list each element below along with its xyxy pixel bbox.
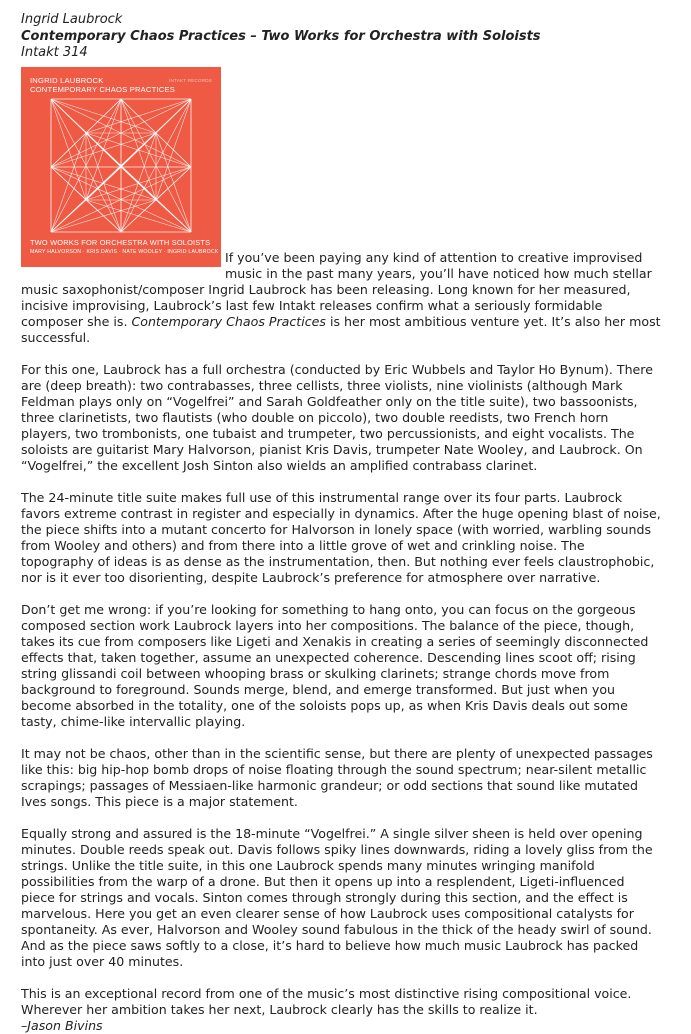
- review-article: [21, 12, 661, 1034]
- album-title: Contemporary Chaos Practices – Two Works for Orchestra with Soloists: [21, 28, 541, 44]
- cover-line-59: [51, 133, 86, 232]
- paragraph-conclusion: [21, 986, 661, 1034]
- cover-line-69: [156, 133, 191, 232]
- author-signature: –Jason Bivins: [21, 1017, 103, 1033]
- paragraph-title-suite: The 24-minute title suite makes full use of this instrumental range over its four parts. Laubrock favors extreme contrast in register and especially in dynamics. After the huge opening blast of noise, the piece shifts into a mutant concerto for Halvorson in lonely space (with worried, warbling sounds from Wooley and others) and from there into a little grove of wet and crinkling noise. The topography of ideas is as dense as the instrumentation, then. But nothing ever feels claustrophobic, nor is it ever too disorienting, despite Laubrock’s preference for atmosphere over narrative.: [21, 489, 661, 585]
- cover-line-19: [86, 99, 121, 133]
- cover-line-54: [156, 133, 191, 167]
- conclusion-text: This is an exceptional record from one of the music’s most distinctive rising compositional voice. Wherever her ambition takes her next, Laubrock clearly has the skills to realize it.: [21, 985, 632, 1017]
- cover-line-70: [86, 200, 191, 232]
- cover-line-56: [156, 167, 191, 200]
- catalog-number: Intakt 314: [21, 45, 88, 60]
- artist-name: Ingrid Laubrock: [21, 12, 123, 27]
- cover-title: CONTEMPORARY CHAOS PRACTICES: [30, 84, 175, 94]
- album-title-inline: Contemporary Chaos Practices: [131, 313, 326, 329]
- cover-line-38: [51, 133, 86, 167]
- cover-line-32: [156, 99, 191, 200]
- cover-line-66: [86, 200, 121, 232]
- paragraph-chaos: It may not be chaos, other than in the scientific sense, but there are plenty of unexpected passages like this: big hip-hop bomb drops of noise floating through the sound spectrum; near-silent metallic scrapings; passages of Messiaen-like harmonic grandeur; or odd sections that sound like mutated Ives songs. This piece is a major statement.: [21, 745, 653, 809]
- cover-line-71: [156, 200, 191, 232]
- cover-line-64: [86, 133, 121, 232]
- cover-line-61: [51, 200, 86, 232]
- cover-subtitle: TWO WORKS FOR ORCHESTRA WITH SOLOISTS: [30, 237, 211, 247]
- paragraph-orchestra: For this one, Laubrock has a full orchestra (conducted by Eric Wubbels and Taylor Ho Bynum). There are (deep breath): two contrabasses, three cellists, three violists, nine violinists (although Mark Feldman plays only on “Vogelfrei” and Sarah Goldfeather only on the title suite), two bassoonists, three clarinetists, two flautists (who double on piccolo), two double reedists, two French horn players, two trombonists, one tubaist and trumpeter, two percussionists, and eight vocalists. The soloists are guitarist Mary Halvorson, pianist Kris Davis, trumpeter Nate Wooley, and Laubrock. On “Vogelfrei,” the excellent Josh Sinton also wields an amplified contrabass clarinet.: [21, 361, 653, 473]
- cover-line-40: [51, 167, 86, 200]
- paragraph-composition: Don’t get me wrong: if you’re looking for something to hang onto, you can focus on the gorgeous composed section work Laubrock layers into her compositions. The balance of the piece, though, takes its cue from composers like Ligeti and Xenakis in creating a series of seemingly disconnected effects that, taken together, assume an unexpected coherence. Descending lines scoot off; rising string glissandi coil between whooping brass or skulking clarinets; strange chords move from background to foreground. Sounds merge, blend, and emerge transformed. But just when you become absorbed in the totality, one of the soloists pops up, as when Kris Davis deals out some tasty, chime-like intervallic playing.: [21, 601, 649, 729]
- cover-line-10: [51, 99, 86, 200]
- intro-text-b: is her most ambitious venture yet. It’s also her most successful.: [21, 313, 661, 345]
- cover-artist: INGRID LAUBROCK: [30, 75, 104, 85]
- cover-line-pattern: [21, 67, 221, 267]
- cover-label: INTAKT RECORDS: [169, 77, 212, 83]
- paragraph-vogelfrei: Equally strong and assured is the 18-minute “Vogelfrei.” A single silver sheen is held over opening minutes. Double reeds speak out. Davis follows spiky lines downwards, riding a lovely gliss from the strings. Unlike the title suite, in this one Laubrock spends many minutes wringing manifold possibilities from the warp of a drone. But then it opens up into a resplendent, Ligeti-influenced piece for strings and vocals. Sinton comes through strongly during this section, and the effect is marvelous. Here you get an even clearer sense of how Laubrock uses compositional catalysts for spontaneity. As ever, Halvorson and Wooley sound fabulous in the thick of the heady swirl of sound. And as the piece saws softly to a close, it’s hard to believe how much music Laubrock has packed into just over 40 minutes.: [21, 825, 653, 969]
- cover-line-29: [86, 99, 191, 133]
- album-cover: [21, 67, 221, 267]
- cover-soloists: MARY HALVORSON · KRIS DAVIS · NATE WOOLEY · INGRID LAUBROCK: [30, 248, 219, 255]
- intro-text-a: If you’ve been paying any kind of attention to creative improvised music in the past many years, you’ll have noticed how much stellar music saxophonist/composer Ingrid Laubrock has been releasing. Long known for her measured, incisive improvising, Laubrock’s last few Intakt releases confirm what a seriously formidable composer she is.: [21, 249, 652, 329]
